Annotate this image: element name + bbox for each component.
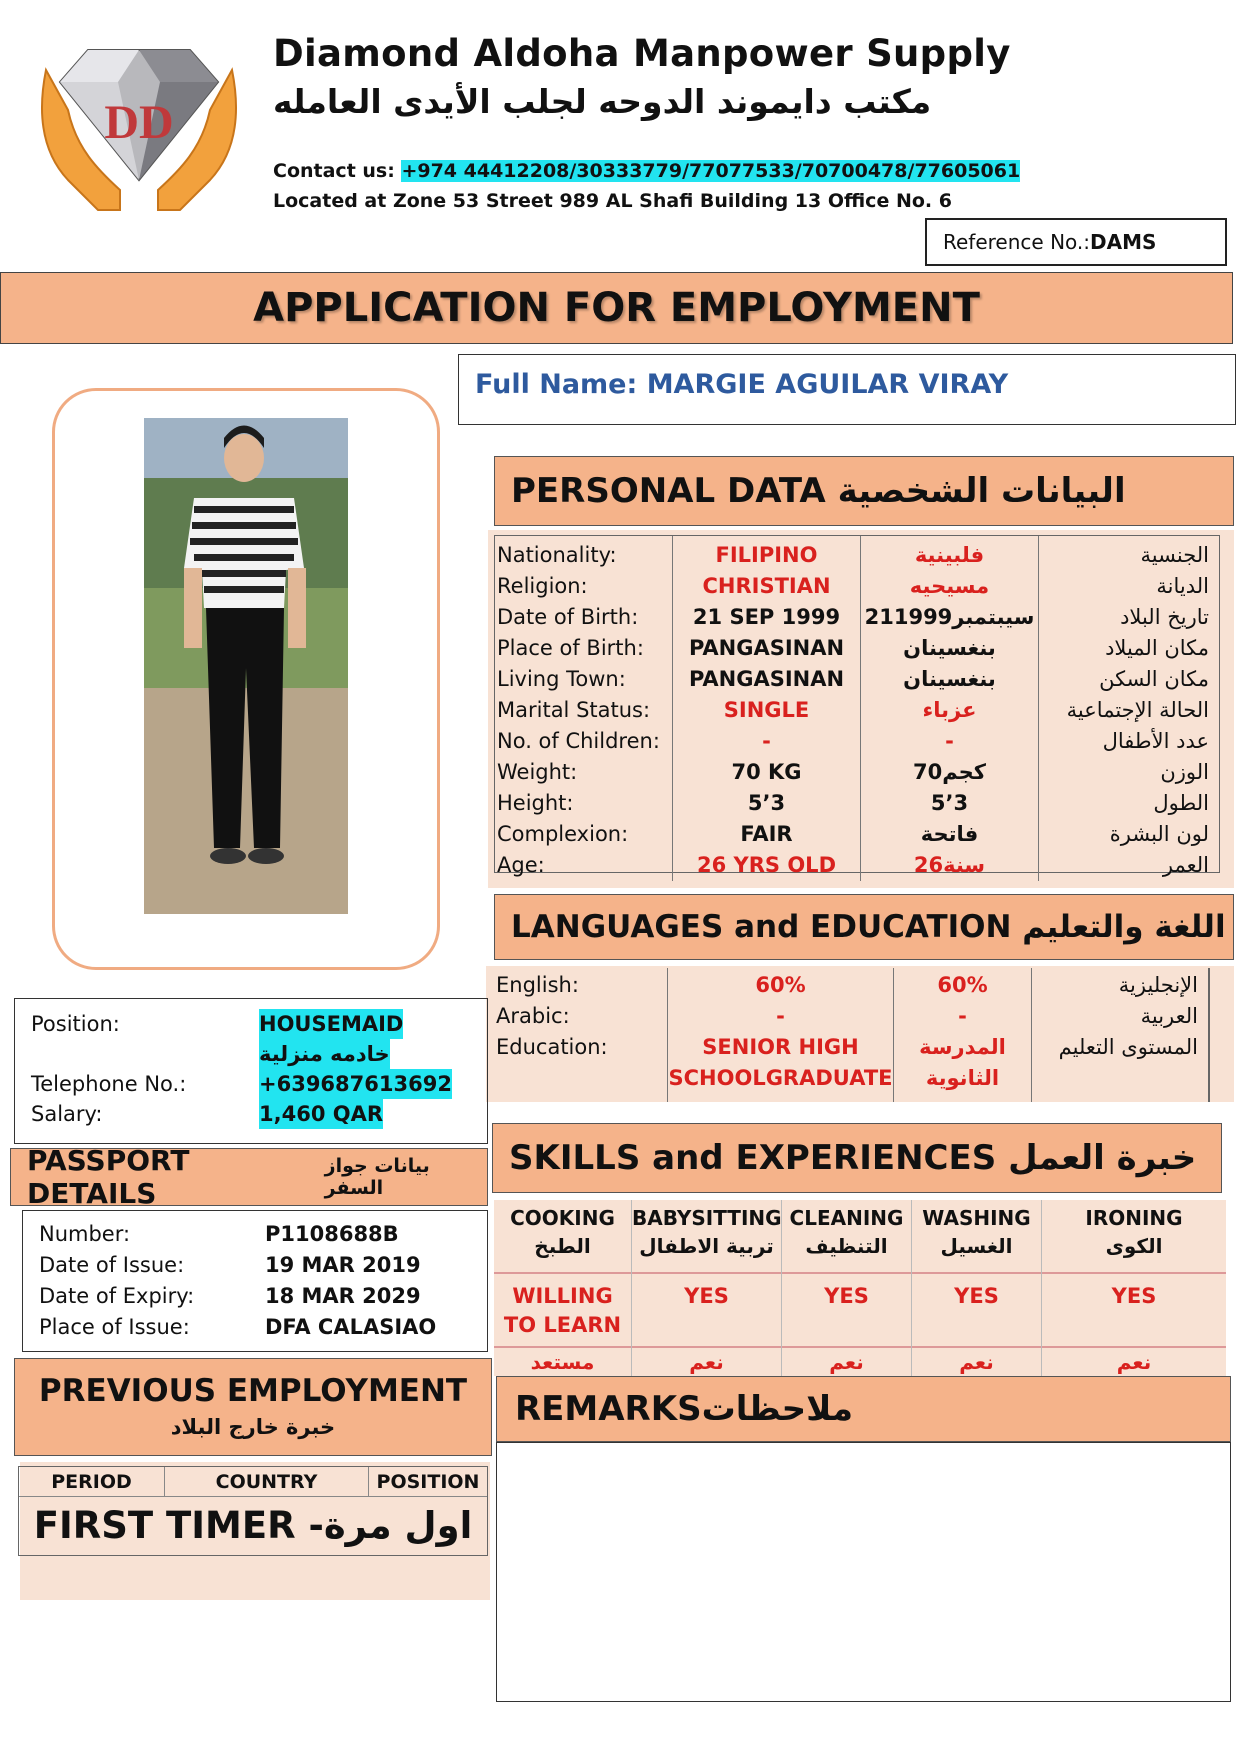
reference-value: DAMS (1090, 230, 1157, 254)
skill-value: YES (632, 1274, 781, 1348)
passport-heading-english: PASSPORT DETAILS (27, 1144, 190, 1210)
passport-expiry-label: Date of Expiry: (39, 1284, 195, 1308)
language-label-arabic: العربية (1140, 1004, 1198, 1028)
education-value: SCHOOLGRADUATE (668, 1066, 893, 1090)
personal-label: Nationality: (497, 543, 617, 567)
full-name: Full Name: MARGIE AGUILAR VIRAY (458, 354, 1236, 425)
svg-text:DD: DD (104, 96, 174, 149)
languages-labels-arabic-column (1032, 968, 1208, 1102)
personal-value-arabic: 26سنة (913, 853, 986, 877)
previous-employment-heading (14, 1358, 492, 1456)
company-logo (28, 30, 250, 218)
passport-place-value: DFA CALASIAO (265, 1315, 437, 1339)
languages-values-arabic-column (894, 968, 1032, 1102)
personal-label-arabic: الطول (1153, 791, 1209, 815)
personal-label: Height: (497, 791, 574, 815)
previous-employment-value: FIRST TIMER -اول مرة (33, 1504, 473, 1547)
skill-name: CLEANING التنظيف (782, 1200, 911, 1274)
language-value-arabic: - (958, 1004, 967, 1028)
personal-value-arabic: مسيحيه (909, 574, 990, 598)
personal-label: Place of Birth: (497, 636, 644, 660)
personal-values-column (673, 536, 861, 881)
passport-expiry-value: 18 MAR 2029 (265, 1284, 421, 1308)
personal-data-heading: PERSONAL DATA البيانات الشخصية (494, 456, 1234, 526)
passport-number-row (39, 1219, 471, 1250)
skill-value: YES (912, 1274, 1041, 1348)
skill-name: COOKING الطبخ (494, 1200, 631, 1274)
skill-value-arabic: نعم (959, 1350, 994, 1374)
education-value-arabic: الثانوية (925, 1066, 1000, 1090)
personal-label-arabic: الجنسية (1140, 543, 1209, 567)
personal-value: CHRISTIAN (702, 574, 831, 598)
personal-value-arabic: 21سيبتمبر1999 (864, 605, 1035, 629)
skill-value-arabic: مستعد (530, 1350, 595, 1374)
personal-value: SINGLE (723, 698, 810, 722)
skill-value: YES (782, 1274, 911, 1348)
passport-heading-arabic: بيانات جواز السفر (324, 1155, 430, 1199)
personal-labels-column (495, 536, 673, 881)
personal-value-arabic: بنغسينان (903, 667, 996, 691)
skill-value: YES (1042, 1274, 1226, 1348)
remarks-heading: REMARKSملاحظات (496, 1376, 1231, 1442)
personal-label-arabic: الحالة الإجتماعية (1066, 698, 1209, 722)
personal-value-arabic: - (945, 729, 954, 753)
skill-name: WASHING الغسيل (912, 1200, 1041, 1274)
personal-value: PANGASINAN (688, 667, 845, 691)
contact-label: Contact us: (273, 160, 402, 182)
personal-label: Weight: (497, 760, 578, 784)
position-value: HOUSEMAID (259, 1009, 403, 1039)
position-value-arabic: خادمه منزلية (259, 1039, 390, 1069)
skill-column (912, 1200, 1042, 1376)
contact-line (273, 160, 1020, 182)
languages-labels-column (494, 968, 668, 1102)
education-label: Education: (496, 1035, 608, 1059)
personal-label-arabic: الديانة (1156, 574, 1209, 598)
skill-column (782, 1200, 912, 1376)
personal-value: FAIR (740, 822, 793, 846)
personal-value-arabic: بنغسينان (903, 636, 996, 660)
languages-values-column (668, 968, 894, 1102)
personal-value: 26 YRS OLD (696, 853, 836, 877)
skills-table (494, 1200, 1226, 1376)
languages-table (494, 968, 1210, 1102)
personal-label-arabic: مكان الميلاد (1105, 636, 1209, 660)
skill-value-arabic: نعم (829, 1350, 864, 1374)
personal-value: - (762, 729, 771, 753)
personal-data-table (494, 535, 1220, 877)
company-name-english: Diamond Aldoha Manpower Supply (273, 32, 1011, 75)
position-label: Position: (31, 1012, 120, 1036)
previous-employment-header-row (19, 1467, 487, 1497)
skill-name: BABYSITTING تربية الاطفال (632, 1200, 781, 1274)
column-header: COUNTRY (165, 1467, 369, 1497)
personal-label-arabic: مكان السكن (1099, 667, 1209, 691)
personal-labels-arabic-column (1039, 536, 1219, 881)
passport-number-label: Number: (39, 1222, 131, 1246)
personal-value-arabic: عزباء (922, 698, 977, 722)
personal-value: 70 KG (731, 760, 802, 784)
skill-value-arabic: نعم (1116, 1350, 1152, 1374)
passport-heading (10, 1144, 488, 1210)
language-value: - (776, 1004, 785, 1028)
telephone-value: +639687613692 (259, 1069, 452, 1099)
personal-label: Age: (497, 853, 545, 877)
personal-label-arabic: عدد الأطفال (1102, 729, 1209, 753)
previous-employment-table (18, 1466, 488, 1556)
passport-place-label: Place of Issue: (39, 1315, 190, 1339)
column-header: PERIOD (19, 1467, 165, 1497)
office-address: Located at Zone 53 Street 989 AL Shafi Building 13 Office No. 6 (273, 190, 952, 212)
personal-value: 21 SEP 1999 (692, 605, 841, 629)
education-label-arabic: المستوى التعليم (1058, 1035, 1198, 1059)
company-name-arabic: مكتب دايموند الدوحه لجلب الأيدى العامله (273, 82, 932, 121)
passport-expiry-row (39, 1281, 471, 1312)
personal-value-arabic: فلبينية (914, 543, 985, 567)
reference-box (925, 218, 1227, 266)
position-row (31, 1009, 471, 1039)
language-label-arabic: الإنجليزية (1118, 973, 1198, 997)
language-label: English: (496, 973, 579, 997)
position-details (14, 998, 488, 1144)
education-value: SENIOR HIGH (702, 1035, 859, 1059)
column-header: POSITION (376, 1471, 480, 1493)
personal-value: PANGASINAN (688, 636, 845, 660)
reference-label: Reference No.: (943, 230, 1091, 254)
personal-values-arabic-column (861, 536, 1039, 881)
salary-label: Salary: (31, 1102, 103, 1126)
applicant-photo (144, 418, 348, 914)
passport-issue-label: Date of Issue: (39, 1253, 185, 1277)
personal-value-arabic: 70كجم (912, 760, 987, 784)
passport-place-row (39, 1312, 471, 1343)
telephone-row (31, 1069, 471, 1099)
skill-column (632, 1200, 782, 1376)
language-label: Arabic: (496, 1004, 570, 1028)
passport-issue-row (39, 1250, 471, 1281)
passport-issue-value: 19 MAR 2019 (265, 1253, 421, 1277)
skill-value-arabic: نعم (689, 1350, 724, 1374)
contact-numbers: +974 44412208/30333779/77077533/70700478/77605061 (401, 160, 1021, 182)
personal-label-arabic: تاريخ البلاد (1120, 605, 1209, 629)
personal-label: Religion: (497, 574, 588, 598)
personal-value-arabic: فاتحة (920, 822, 979, 846)
skill-column (1042, 1200, 1226, 1376)
personal-label-arabic: لون البشرة (1109, 822, 1209, 846)
skill-column (494, 1200, 632, 1376)
personal-value-arabic: 5’3 (930, 791, 969, 815)
position-arabic-row (31, 1039, 471, 1069)
language-value-arabic: 60% (937, 973, 988, 997)
language-value: 60% (755, 973, 806, 997)
passport-details (22, 1210, 488, 1352)
previous-employment-title-arabic: خبرة خارج البلاد (170, 1415, 336, 1439)
languages-heading: LANGUAGES and EDUCATION اللغة والتعليم (494, 894, 1234, 960)
page-title: APPLICATION FOR EMPLOYMENT (0, 272, 1233, 344)
salary-value: 1,460 QAR (259, 1099, 383, 1129)
skill-name: IRONING الكوى (1042, 1200, 1226, 1274)
personal-label: Complexion: (497, 822, 629, 846)
personal-label-arabic: العمر (1162, 853, 1209, 877)
skills-heading: SKILLS and EXPERIENCES خبرة العمل (492, 1123, 1222, 1193)
personal-label: Marital Status: (497, 698, 651, 722)
personal-value: FILIPINO (715, 543, 818, 567)
personal-label: Living Town: (497, 667, 626, 691)
previous-employment-title: PREVIOUS EMPLOYMENT (38, 1373, 468, 1409)
telephone-label: Telephone No.: (31, 1072, 187, 1096)
personal-label: No. of Children: (497, 729, 660, 753)
remarks-box (496, 1442, 1231, 1702)
personal-label: Date of Birth: (497, 605, 639, 629)
personal-label-arabic: الوزن (1160, 760, 1209, 784)
personal-value: 5’3 (747, 791, 786, 815)
education-value-arabic: المدرسة (919, 1035, 1006, 1059)
passport-number-value: P1108688B (265, 1222, 399, 1246)
salary-row (31, 1099, 471, 1129)
skill-value: WILLING TO LEARN (494, 1274, 631, 1348)
